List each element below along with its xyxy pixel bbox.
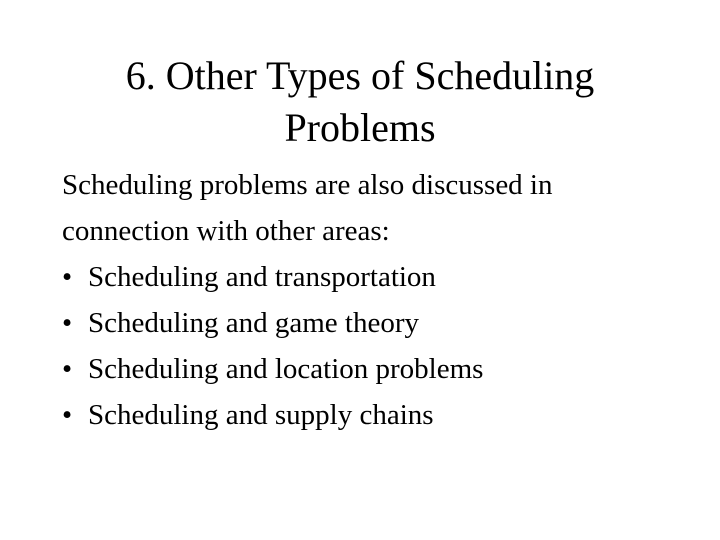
intro-line-2: connection with other areas: (62, 215, 390, 247)
bullet-text: Scheduling and supply chains (88, 399, 434, 431)
bullet-list (62, 254, 702, 438)
bullet-text: Scheduling and game theory (88, 307, 419, 339)
bullet-text: Scheduling and transportation (88, 261, 436, 293)
bullet-icon: • (62, 353, 73, 385)
bullet-icon: • (62, 307, 73, 339)
slide-body (62, 162, 702, 438)
slide-title-line-2: Problems (284, 105, 436, 150)
list-item (62, 254, 702, 300)
bullet-icon: • (62, 261, 73, 293)
slide-title (60, 50, 660, 154)
list-item (62, 392, 702, 438)
list-item (62, 346, 702, 392)
slide-title-line-1: 6. Other Types of Scheduling (125, 53, 595, 98)
bullet-icon: • (62, 399, 73, 431)
bullet-text: Scheduling and location problems (88, 353, 484, 385)
list-item (62, 300, 702, 346)
intro-line-1: Scheduling problems are also discussed in (62, 169, 553, 201)
